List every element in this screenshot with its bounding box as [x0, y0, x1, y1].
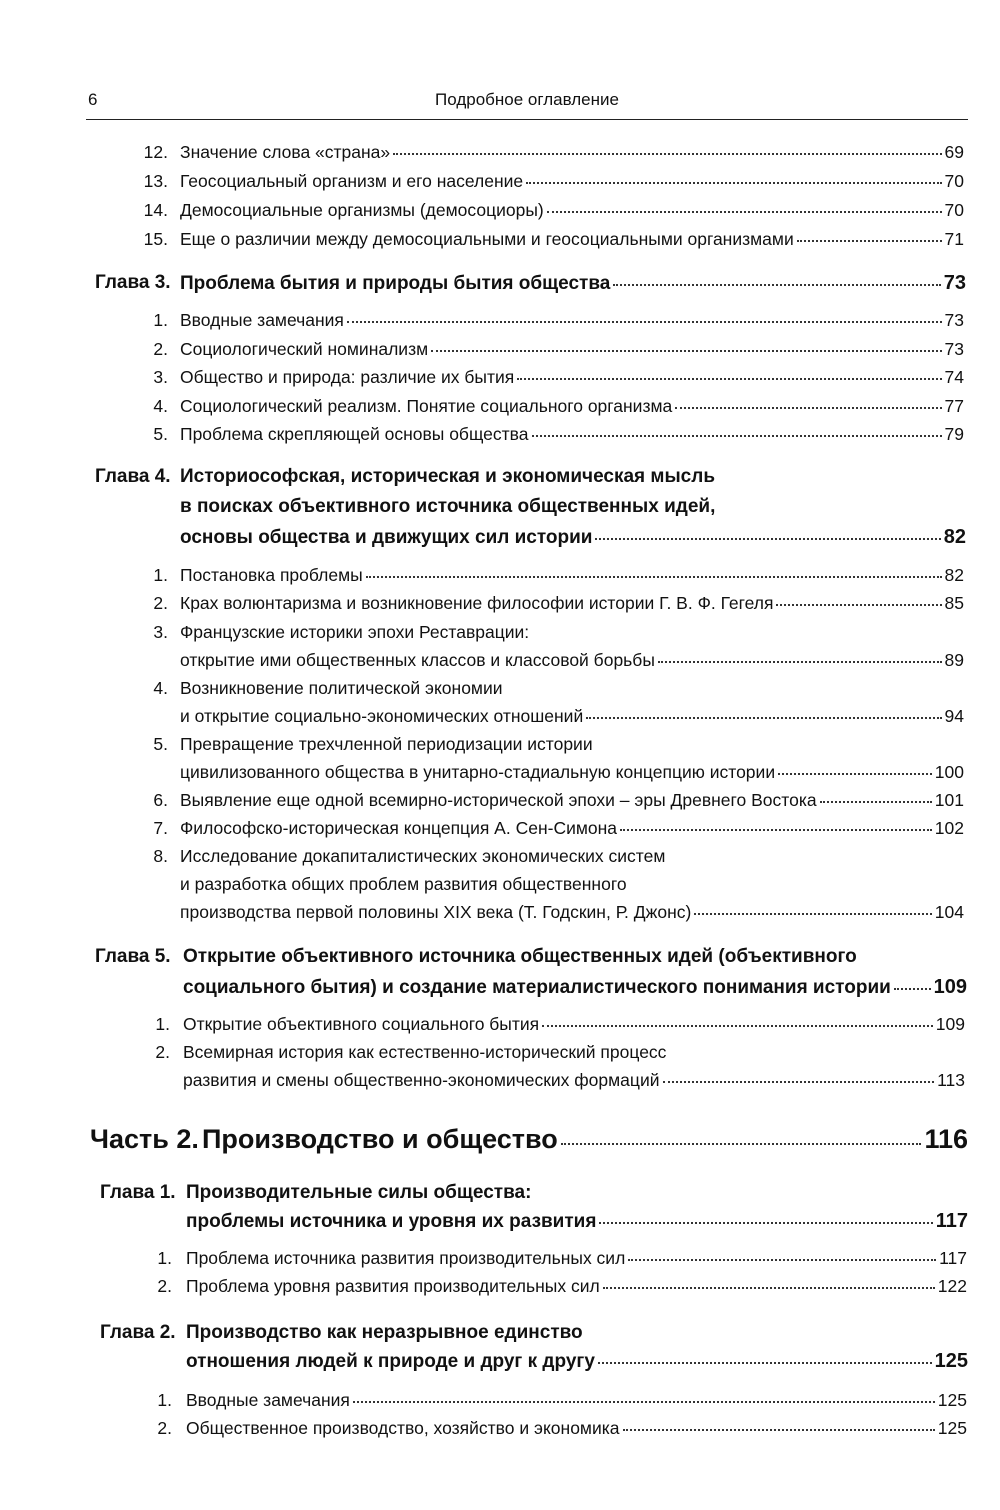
toc-entry-page: 73 — [944, 339, 964, 359]
toc-entry-title: Проблема скрепляющей основы общества — [180, 424, 529, 444]
toc-entry-title: Еще о различии между демосоциальными и геосоциальными организмами — [180, 229, 794, 249]
chapter-title: отношения людей к природе и друг к другу — [186, 1351, 595, 1372]
toc-entry-title: Значение слова «страна» — [180, 142, 391, 162]
toc-entry-page: 125 — [937, 1390, 967, 1410]
toc-section-number: 1. — [157, 1390, 172, 1410]
toc-entry-page: 70 — [944, 171, 964, 191]
leader-dots — [347, 319, 942, 323]
toc-entry-page: 79 — [944, 424, 964, 444]
toc-entry[interactable] — [180, 367, 964, 388]
toc-section-number: 5. — [153, 734, 168, 754]
toc-entry-page: 102 — [934, 818, 964, 838]
toc-entry[interactable] — [180, 171, 964, 192]
leader-dots — [797, 238, 942, 242]
toc-entry-title-line: Французские историки эпохи Реставрации: — [180, 622, 530, 642]
toc-section-number: 1. — [157, 1248, 172, 1268]
toc-section-number: 3. — [153, 622, 168, 642]
toc-section-number: 2. — [157, 1276, 172, 1296]
toc-entry[interactable] — [180, 593, 964, 614]
chapter-label: Глава 1. — [100, 1182, 176, 1203]
toc-entry[interactable] — [180, 706, 964, 727]
toc-entry[interactable] — [180, 762, 964, 783]
toc-chapter-entry[interactable] — [186, 1210, 968, 1233]
leader-dots — [776, 602, 941, 606]
leader-dots — [603, 1285, 935, 1289]
toc-entry-page: 94 — [944, 706, 964, 726]
toc-section-number: 14. — [143, 200, 168, 220]
toc-entry-title: Вводные замечания — [186, 1390, 350, 1410]
toc-section-number: 2. — [153, 339, 168, 359]
toc-entry[interactable] — [180, 142, 964, 163]
chapter-title-line: в поисках объективного источника общественных идей, — [180, 496, 716, 517]
toc-entry-title: Вводные замечания — [180, 310, 344, 330]
toc-entry[interactable] — [180, 790, 964, 811]
toc-entry-page: 69 — [944, 142, 964, 162]
toc-entry-title-line: и разработка общих проблем развития общественного — [180, 874, 627, 894]
chapter-title: основы общества и движущих сил истории — [180, 527, 593, 548]
toc-entry-title: Демосоциальные организмы (демосоциоры) — [180, 200, 544, 220]
leader-dots — [586, 715, 941, 719]
toc-entry[interactable] — [180, 200, 964, 221]
toc-entry[interactable] — [180, 818, 964, 839]
page-number: 6 — [88, 90, 98, 109]
toc-entry-page: 109 — [935, 1014, 965, 1034]
leader-dots — [532, 433, 942, 437]
toc-section-number: 3. — [153, 367, 168, 387]
chapter-label: Глава 2. — [100, 1322, 176, 1343]
part-label: Часть 2. — [90, 1124, 199, 1154]
toc-entry-title-line: Всемирная история как естественно-исторический процесс — [183, 1042, 667, 1062]
toc-entry[interactable] — [180, 310, 964, 331]
toc-entry-title-line: Превращение трехчленной периодизации истории — [180, 734, 593, 754]
toc-entry-title: Выявление еще одной всемирно-исторической эпохи – эры Древнего Востока — [180, 790, 817, 810]
toc-entry-title: Общественное производство, хозяйство и экономика — [186, 1418, 620, 1438]
toc-entry-page: 113 — [937, 1070, 965, 1090]
page-header — [86, 88, 968, 116]
chapter-label: Глава 3. — [95, 272, 171, 293]
toc-entry-title: производства первой половины XIX века (Т. Годскин, Р. Джонс) — [180, 902, 692, 922]
chapter-page: 117 — [935, 1210, 968, 1232]
toc-section-number: 6. — [153, 790, 168, 810]
toc-entry-title: Проблема уровня развития производительных сил — [186, 1276, 600, 1296]
toc-entry-page: 77 — [944, 396, 964, 416]
leader-dots — [526, 180, 941, 184]
toc-chapter-entry[interactable] — [180, 526, 966, 549]
leader-dots — [675, 405, 941, 409]
leader-dots — [366, 574, 942, 578]
leader-dots — [542, 1023, 933, 1027]
leader-dots — [694, 911, 931, 915]
toc-entry-title: и открытие социально-экономических отношений — [180, 706, 584, 726]
leader-dots — [598, 1360, 932, 1364]
toc-entry-page: 125 — [937, 1418, 967, 1438]
toc-section-number: 1. — [155, 1014, 170, 1034]
toc-entry-title: Социологический реализм. Понятие социального организма — [180, 396, 673, 416]
chapter-label: Глава 5. — [95, 946, 171, 967]
toc-entry-title: Открытие объективного социального бытия — [183, 1014, 540, 1034]
toc-entry-title: Крах волюнтаризма и возникновение философии истории Г. В. Ф. Гегеля — [180, 593, 774, 613]
toc-entry-page: 85 — [944, 593, 964, 613]
toc-section-number: 1. — [153, 310, 168, 330]
toc-entry-title: Социологический номинализм — [180, 339, 429, 359]
leader-dots — [658, 659, 942, 663]
toc-entry-title: Постановка проблемы — [180, 565, 363, 585]
toc-entry-title: развития и смены общественно-экономических формаций — [183, 1070, 660, 1090]
chapter-title-line: Производство как неразрывное единство — [186, 1322, 583, 1343]
toc-entry[interactable] — [180, 424, 964, 445]
leader-dots — [517, 376, 941, 380]
toc-entry-page: 101 — [934, 790, 964, 810]
toc-entry[interactable] — [183, 1014, 965, 1035]
leader-dots — [561, 1141, 922, 1145]
toc-section-number: 12. — [143, 142, 168, 162]
leader-dots — [628, 1257, 936, 1261]
toc-entry-title: Общество и природа: различие их бытия — [180, 367, 515, 387]
leader-dots — [595, 536, 940, 540]
toc-entry-page: 100 — [934, 762, 964, 782]
part-title: Производство и общество — [202, 1124, 558, 1154]
chapter-title-line: Производительные силы общества: — [186, 1182, 532, 1203]
leader-dots — [613, 282, 940, 286]
toc-entry[interactable] — [186, 1418, 967, 1439]
toc-section-number: 7. — [153, 818, 168, 838]
toc-entry-page: 71 — [944, 229, 964, 249]
leader-dots — [353, 1399, 935, 1403]
toc-section-number: 8. — [153, 846, 168, 866]
toc-entry-title: открытие ими общественных классов и классовой борьбы — [180, 650, 655, 670]
leader-dots — [547, 209, 942, 213]
toc-section-number: 4. — [153, 396, 168, 416]
toc-entry-page: 74 — [944, 367, 964, 387]
running-title: Подробное оглавление — [435, 90, 619, 109]
toc-entry-page: 73 — [944, 310, 964, 330]
toc-section-number: 5. — [153, 424, 168, 444]
toc-entry-page: 82 — [944, 565, 964, 585]
toc-section-number: 1. — [153, 565, 168, 585]
chapter-title-line: Открытие объективного источника общественных идей (объективного — [183, 946, 857, 967]
toc-entry-title-line: Возникновение политической экономии — [180, 678, 503, 698]
toc-chapter-entry[interactable] — [180, 272, 966, 295]
toc-entry-page: 122 — [937, 1276, 967, 1296]
chapter-page: 73 — [943, 272, 966, 294]
chapter-page: 125 — [934, 1350, 968, 1372]
toc-section-number: 13. — [143, 171, 168, 191]
part-page: 116 — [924, 1124, 968, 1154]
toc-chapter-entry[interactable] — [183, 976, 967, 999]
toc-entry[interactable] — [180, 229, 964, 250]
chapter-label: Глава 4. — [95, 466, 171, 487]
toc-entry-title: Геосоциальный организм и его население — [180, 171, 524, 191]
toc-entry-page: 70 — [944, 200, 964, 220]
leader-dots — [620, 827, 932, 831]
toc-entry-page: 89 — [944, 650, 964, 670]
toc-section-number: 4. — [153, 678, 168, 698]
toc-entry[interactable] — [183, 1070, 965, 1091]
toc-section-number: 2. — [155, 1042, 170, 1062]
leader-dots — [663, 1079, 935, 1083]
toc-entry-title: Философско-историческая концепция А. Сен-Симона — [180, 818, 618, 838]
leader-dots — [623, 1427, 935, 1431]
leader-dots — [894, 986, 931, 990]
leader-dots — [393, 151, 941, 155]
toc-section-number: 2. — [153, 593, 168, 613]
leader-dots — [599, 1220, 932, 1224]
toc-entry[interactable] — [180, 650, 964, 671]
chapter-page: 82 — [943, 526, 966, 548]
leader-dots — [778, 771, 932, 775]
chapter-title: Проблема бытия и природы бытия общества — [180, 273, 611, 294]
toc-entry[interactable] — [186, 1248, 967, 1269]
toc-entry-page: 104 — [934, 902, 964, 922]
toc-entry-title-line: Исследование докапиталистических экономических систем — [180, 846, 666, 866]
toc-entry-title: цивилизованного общества в унитарно-стадиальную концепцию истории — [180, 762, 776, 782]
toc-entry[interactable] — [180, 396, 964, 417]
toc-part-entry[interactable] — [202, 1124, 968, 1155]
toc-entry[interactable] — [186, 1276, 967, 1297]
leader-dots — [431, 348, 941, 352]
toc-entry-title: Проблема источника развития производительных сил — [186, 1248, 626, 1268]
toc-section-number: 15. — [143, 229, 168, 249]
toc-entry[interactable] — [180, 902, 964, 923]
toc-section-number: 2. — [157, 1418, 172, 1438]
chapter-title: проблемы источника и уровня их развития — [186, 1211, 597, 1232]
toc-entry[interactable] — [180, 565, 964, 586]
toc-entry-page: 117 — [939, 1248, 967, 1268]
toc-chapter-entry[interactable] — [186, 1350, 968, 1373]
chapter-page: 109 — [933, 976, 967, 998]
toc-entry[interactable] — [180, 339, 964, 360]
leader-dots — [820, 799, 932, 803]
header-rule — [86, 119, 968, 120]
chapter-title-line: Историософская, историческая и экономическая мысль — [180, 466, 715, 487]
chapter-title: социального бытия) и создание материалистического понимания истории — [183, 977, 891, 998]
toc-entry[interactable] — [186, 1390, 967, 1411]
